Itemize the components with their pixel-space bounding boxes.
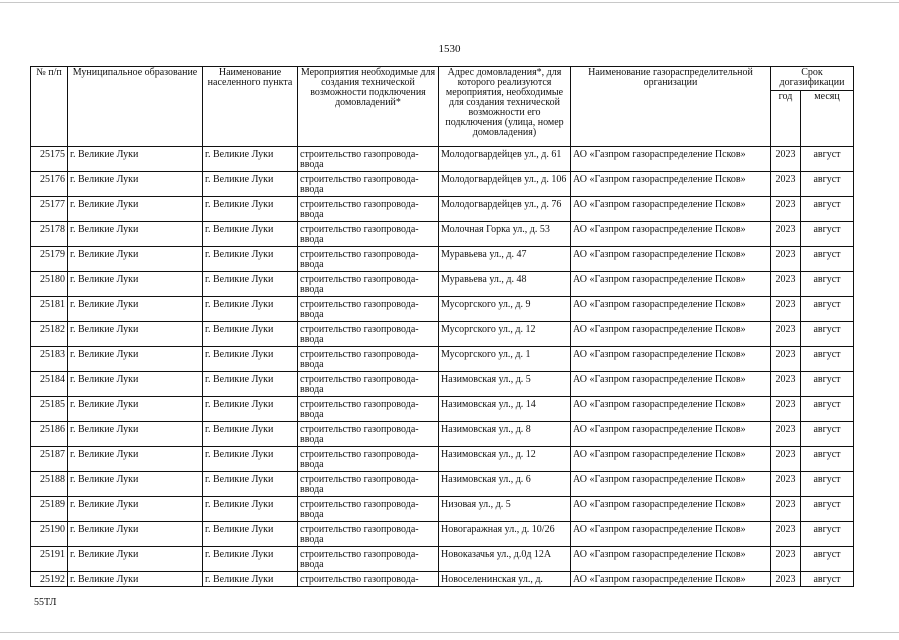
table-row: [31, 272, 854, 297]
cell-municipality: г. Великие Луки: [68, 447, 203, 472]
cell-number: 25178: [31, 222, 68, 247]
table-row: [31, 397, 854, 422]
table-row: [31, 172, 854, 197]
cell-municipality: г. Великие Луки: [68, 572, 203, 587]
cell-measure: строительство газопровода-ввода: [298, 197, 439, 222]
cell-address: Новоказачья ул., д.0д 12А: [439, 547, 571, 572]
cell-settlement: г. Великие Луки: [203, 447, 298, 472]
cell-measure: строительство газопровода-ввода: [298, 547, 439, 572]
cell-number: 25185: [31, 397, 68, 422]
cell-measure: строительство газопровода-ввода: [298, 172, 439, 197]
cell-address: Новогаражная ул., д. 10/26: [439, 522, 571, 547]
cell-address: Назимовская ул., д. 6: [439, 472, 571, 497]
table-row: [31, 447, 854, 472]
cell-year: 2023: [771, 222, 801, 247]
cell-address: Муравьева ул., д. 48: [439, 272, 571, 297]
cell-number: 25176: [31, 172, 68, 197]
cell-address: Молочная Горка ул., д. 53: [439, 222, 571, 247]
cell-gas-org: АО «Газпром газораспределение Псков»: [571, 372, 771, 397]
cell-gas-org: АО «Газпром газораспределение Псков»: [571, 347, 771, 372]
cell-number: 25184: [31, 372, 68, 397]
cell-measure: строительство газопровода-ввода: [298, 272, 439, 297]
cell-year: 2023: [771, 522, 801, 547]
cell-gas-org: АО «Газпром газораспределение Псков»: [571, 147, 771, 172]
header-address: Адрес домовладения*, для которого реализуются мероприятия, необходимые для создания технической возможности его подключения (улица, номер домовладения): [439, 67, 571, 147]
cell-number: 25182: [31, 322, 68, 347]
cell-settlement: г. Великие Луки: [203, 372, 298, 397]
table-row: [31, 547, 854, 572]
cell-number: 25186: [31, 422, 68, 447]
cell-number: 25175: [31, 147, 68, 172]
cell-number: 25189: [31, 497, 68, 522]
table-row: [31, 197, 854, 222]
table-row: [31, 372, 854, 397]
cell-measure: строительство газопровода-ввода: [298, 347, 439, 372]
cell-measure: строительство газопровода-ввода: [298, 422, 439, 447]
cell-address: Молодогвардейцев ул., д. 76: [439, 197, 571, 222]
header-settlement: Наименование населенного пункта: [203, 67, 298, 147]
cell-number: 25181: [31, 297, 68, 322]
cell-measure: строительство газопровода-ввода: [298, 147, 439, 172]
table-row: [31, 247, 854, 272]
cell-month: август: [801, 297, 854, 322]
cell-settlement: г. Великие Луки: [203, 422, 298, 447]
cell-settlement: г. Великие Луки: [203, 147, 298, 172]
cell-year: 2023: [771, 397, 801, 422]
cell-number: 25187: [31, 447, 68, 472]
cell-number: 25183: [31, 347, 68, 372]
header-year: год: [771, 91, 801, 147]
cell-month: август: [801, 147, 854, 172]
cell-year: 2023: [771, 272, 801, 297]
cell-number: 25177: [31, 197, 68, 222]
cell-settlement: г. Великие Луки: [203, 547, 298, 572]
cell-address: Муравьева ул., д. 47: [439, 247, 571, 272]
cell-year: 2023: [771, 347, 801, 372]
cell-settlement: г. Великие Луки: [203, 522, 298, 547]
table-row: [31, 497, 854, 522]
cell-address: Молодогвардейцев ул., д. 106: [439, 172, 571, 197]
cell-measure: строительство газопровода-ввода: [298, 372, 439, 397]
cell-municipality: г. Великие Луки: [68, 272, 203, 297]
cell-settlement: г. Великие Луки: [203, 297, 298, 322]
cell-municipality: г. Великие Луки: [68, 147, 203, 172]
cell-gas-org: АО «Газпром газораспределение Псков»: [571, 547, 771, 572]
cell-year: 2023: [771, 247, 801, 272]
cell-year: 2023: [771, 447, 801, 472]
cell-gas-org: АО «Газпром газораспределение Псков»: [571, 272, 771, 297]
cell-municipality: г. Великие Луки: [68, 497, 203, 522]
cell-gas-org: АО «Газпром газораспределение Псков»: [571, 422, 771, 447]
cell-gas-org: АО «Газпром газораспределение Псков»: [571, 522, 771, 547]
cell-month: август: [801, 422, 854, 447]
cell-gas-org: АО «Газпром газораспределение Псков»: [571, 247, 771, 272]
cell-settlement: г. Великие Луки: [203, 247, 298, 272]
cell-year: 2023: [771, 422, 801, 447]
cell-year: 2023: [771, 472, 801, 497]
cell-number: 25179: [31, 247, 68, 272]
gasification-table: [30, 66, 854, 587]
cell-gas-org: АО «Газпром газораспределение Псков»: [571, 297, 771, 322]
scan-edge-top: [0, 2, 899, 3]
cell-year: 2023: [771, 322, 801, 347]
table-row: [31, 322, 854, 347]
cell-settlement: г. Великие Луки: [203, 197, 298, 222]
cell-settlement: г. Великие Луки: [203, 222, 298, 247]
table-body: [31, 147, 854, 587]
header-month: месяц: [801, 91, 854, 147]
table-header: [31, 67, 854, 147]
cell-measure: строительство газопровода-ввода: [298, 472, 439, 497]
cell-number: 25192: [31, 572, 68, 587]
cell-address: Мусоргского ул., д. 12: [439, 322, 571, 347]
cell-number: 25180: [31, 272, 68, 297]
cell-address: Назимовская ул., д. 14: [439, 397, 571, 422]
header-num: № п/п: [31, 67, 68, 147]
cell-month: август: [801, 572, 854, 587]
cell-measure: строительство газопровода-ввода: [298, 247, 439, 272]
cell-settlement: г. Великие Луки: [203, 572, 298, 587]
cell-year: 2023: [771, 172, 801, 197]
cell-gas-org: АО «Газпром газораспределение Псков»: [571, 397, 771, 422]
cell-gas-org: АО «Газпром газораспределение Псков»: [571, 172, 771, 197]
cell-year: 2023: [771, 297, 801, 322]
page-number: 1530: [438, 43, 461, 55]
cell-address: Молодогвардейцев ул., д. 61: [439, 147, 571, 172]
cell-gas-org: АО «Газпром газораспределение Псков»: [571, 497, 771, 522]
cell-gas-org: АО «Газпром газораспределение Псков»: [571, 322, 771, 347]
cell-number: 25191: [31, 547, 68, 572]
cell-settlement: г. Великие Луки: [203, 397, 298, 422]
cell-municipality: г. Великие Луки: [68, 372, 203, 397]
header-measures: Мероприятия необходимые для создания технической возможности подключения домовладений*: [298, 67, 439, 147]
cell-month: август: [801, 272, 854, 297]
cell-municipality: г. Великие Луки: [68, 322, 203, 347]
cell-address: Мусоргского ул., д. 1: [439, 347, 571, 372]
header-municipality: Муниципальное образование: [68, 67, 203, 147]
cell-measure: строительство газопровода-ввода: [298, 522, 439, 547]
cell-municipality: г. Великие Луки: [68, 397, 203, 422]
cell-municipality: г. Великие Луки: [68, 297, 203, 322]
table-row: [31, 147, 854, 172]
cell-municipality: г. Великие Луки: [68, 172, 203, 197]
table-row: [31, 472, 854, 497]
cell-measure: строительство газопровода-: [298, 572, 439, 587]
cell-year: 2023: [771, 572, 801, 587]
table-row: [31, 347, 854, 372]
header-gas-org: Наименование газораспределительной организации: [571, 67, 771, 147]
cell-month: август: [801, 372, 854, 397]
cell-settlement: г. Великие Луки: [203, 272, 298, 297]
cell-year: 2023: [771, 547, 801, 572]
cell-month: август: [801, 222, 854, 247]
cell-month: август: [801, 447, 854, 472]
table-row: [31, 422, 854, 447]
cell-settlement: г. Великие Луки: [203, 322, 298, 347]
cell-gas-org: АО «Газпром газораспределение Псков»: [571, 472, 771, 497]
cell-year: 2023: [771, 497, 801, 522]
table-row: [31, 522, 854, 547]
cell-municipality: г. Великие Луки: [68, 247, 203, 272]
cell-gas-org: АО «Газпром газораспределение Псков»: [571, 222, 771, 247]
cell-municipality: г. Великие Луки: [68, 422, 203, 447]
cell-month: август: [801, 522, 854, 547]
cell-month: август: [801, 172, 854, 197]
cell-measure: строительство газопровода-ввода: [298, 222, 439, 247]
cell-municipality: г. Великие Луки: [68, 347, 203, 372]
cell-month: август: [801, 472, 854, 497]
cell-month: август: [801, 547, 854, 572]
cell-municipality: г. Великие Луки: [68, 472, 203, 497]
cell-measure: строительство газопровода-ввода: [298, 322, 439, 347]
cell-year: 2023: [771, 197, 801, 222]
cell-address: Мусоргского ул., д. 9: [439, 297, 571, 322]
cell-address: Назимовская ул., д. 5: [439, 372, 571, 397]
cell-address: Новоселенинская ул., д.: [439, 572, 571, 587]
cell-gas-org: АО «Газпром газораспределение Псков»: [571, 572, 771, 587]
cell-municipality: г. Великие Луки: [68, 522, 203, 547]
footer-code: 55ТЛ: [34, 597, 57, 608]
cell-address: Назимовская ул., д. 12: [439, 447, 571, 472]
header-deadline: Срок догазификации: [771, 67, 854, 91]
cell-measure: строительство газопровода-ввода: [298, 447, 439, 472]
cell-measure: строительство газопровода-ввода: [298, 297, 439, 322]
scan-edge-bottom: [0, 632, 899, 633]
cell-settlement: г. Великие Луки: [203, 497, 298, 522]
table-row: [31, 222, 854, 247]
cell-gas-org: АО «Газпром газораспределение Псков»: [571, 197, 771, 222]
cell-number: 25190: [31, 522, 68, 547]
cell-address: Назимовская ул., д. 8: [439, 422, 571, 447]
cell-municipality: г. Великие Луки: [68, 547, 203, 572]
cell-month: август: [801, 397, 854, 422]
cell-municipality: г. Великие Луки: [68, 197, 203, 222]
cell-municipality: г. Великие Луки: [68, 222, 203, 247]
cell-settlement: г. Великие Луки: [203, 472, 298, 497]
cell-year: 2023: [771, 372, 801, 397]
cell-measure: строительство газопровода-ввода: [298, 397, 439, 422]
cell-number: 25188: [31, 472, 68, 497]
cell-gas-org: АО «Газпром газораспределение Псков»: [571, 447, 771, 472]
cell-measure: строительство газопровода-ввода: [298, 497, 439, 522]
cell-month: август: [801, 497, 854, 522]
cell-month: август: [801, 247, 854, 272]
table-row: [31, 297, 854, 322]
cell-address: Низовая ул., д. 5: [439, 497, 571, 522]
cell-year: 2023: [771, 147, 801, 172]
table-row: [31, 572, 854, 587]
cell-month: август: [801, 322, 854, 347]
cell-settlement: г. Великие Луки: [203, 347, 298, 372]
cell-settlement: г. Великие Луки: [203, 172, 298, 197]
cell-month: август: [801, 197, 854, 222]
cell-month: август: [801, 347, 854, 372]
